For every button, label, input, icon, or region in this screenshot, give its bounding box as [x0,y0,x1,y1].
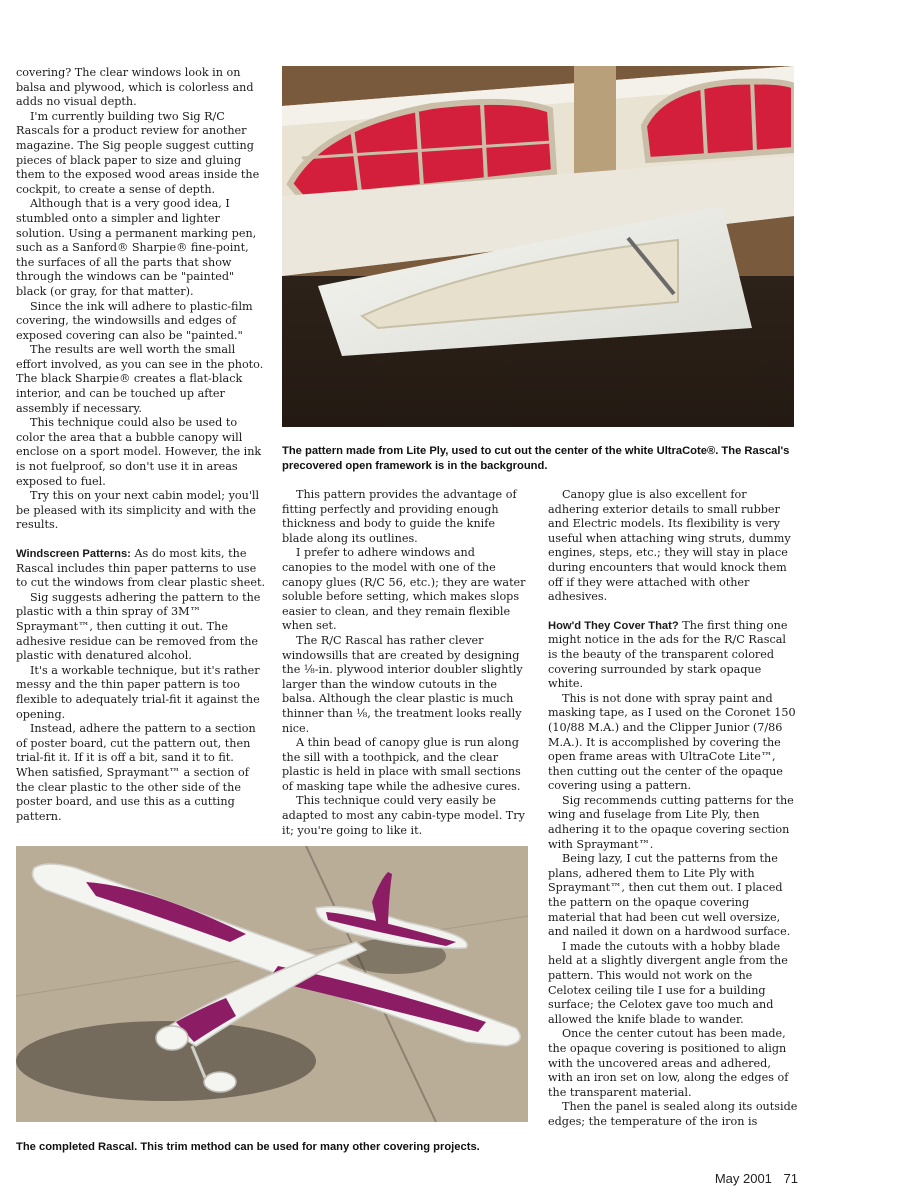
left-column [16,66,268,824]
paragraph: It's a workable technique, but it's rather messy and the thin paper pattern is too flexible to adequately trial-fit it against the opening. [16,663,260,721]
paragraph: Try this on your next cabin model; you'll be pleased with its simplicity and with the results. [16,489,260,532]
middle-column [282,488,528,838]
paragraph-cover [548,619,798,692]
paragraph: I'm currently building two Sig R/C Rascals for a product review for another magazine. The Sig people suggest cutting pieces of black paper to size and gluing them to the exposed wood areas inside the cockpit, to create a sense of depth. [16,109,260,196]
paragraph-text: As do most kits, the Rascal includes thin paper patterns to use to cut the windows from clear plastic sheet. [16,547,266,590]
paragraph: This technique could very easily be adapted to most any cabin-type model. Try it; you're going to like it. [282,794,525,837]
caption-bottom: The completed Rascal. This trim method can be used for many other covering projects. [16,1141,480,1153]
paragraph: The results are well worth the small effort involved, as you can see in the photo. The black Sharpie® creates a flat-black interior, and can be touched up after assembly if necessary. [16,343,264,415]
paragraph: A thin bead of canopy glue is run along the sill with a toothpick, and the clear plastic is held in place with small sections of masking tape while the adhesive cures. [282,736,521,793]
paragraph: Although that is a very good idea, I stumbled onto a simpler and lighter solution. Using a permanent marking pen, such as a Sanford® Sharpie® fine-point, the surfaces of all the parts that show through the windows can be "painted" black (or gray, for that matter). [16,197,257,298]
paragraph: This pattern provides the advantage of fitting perfectly and providing enough thickness and body to guide the knife blade along its outlines. [282,488,517,545]
photo-wing-pattern [282,66,794,427]
page-footer [715,1171,798,1186]
paragraph: This is not done with spray paint and masking tape, as I used on the Coronet 150 (10/88 M.A.) and the Clipper Junior (7/86 M.A.). It is accomplished by covering the open frame areas with UltraCote Lite™, then cutting out the center of the opaque covering using a pattern. [548,691,796,793]
paragraph: Then the panel is sealed along its outside edges; the temperature of the iron is [548,1100,798,1128]
paragraph: I prefer to adhere windows and canopies to the model with one of the canopy glues (R/C 56, etc.); they are water soluble before setting, which makes slops easier to clean, and they remain flexible when set. [282,546,526,633]
subhead-windscreen: Windscreen Patterns: [16,548,131,560]
photo-completed-rascal-image [16,846,528,1122]
photo-completed-rascal [16,846,528,1122]
paragraph-windscreen [16,547,268,591]
paragraph-text: The first thing one might notice in the ads for the R/C Rascal is the beauty of the transparent colored covering surrounded by stark opaque white. [548,618,788,691]
paragraph: covering? The clear windows look in on balsa and plywood, which is colorless and adds no visual depth. [16,66,254,109]
paragraph: This technique could also be used to color the area that a bubble canopy will enclose on a sport model. However, the ink is not fuelproof, so don't use it in areas exposed to fuel. [16,416,262,488]
right-column [548,488,798,1130]
subhead-cover: How'd They Cover That? [548,619,679,632]
photo-wing-pattern-image [282,66,794,427]
paragraph: Since the ink will adhere to plastic-film covering, the windowsills and edges of exposed covering can also be "painted." [16,299,253,342]
paragraph: Instead, adhere the pattern to a section of poster board, cut the pattern out, then trial-fit it. If it is off a bit, sand it to fit. When satisfied, Spraymant™ a section of the clear plastic to the other side of the poster board, and use this as a cutting pattern. [16,722,256,823]
paragraph: Sig suggests adhering the pattern to the plastic with a thin spray of 3M™ Spraymant™, then cutting it out. The adhesive residue can be removed from the plastic with denatured alcohol. [16,590,261,663]
paragraph: Canopy glue is also excellent for adhering exterior details to small rubber and Electric models. Its flexibility is very useful when attaching wing struts, dummy engines, steps, etc.; they will stay in place during encounters that would knock them off if they were attached with other adhesives. [548,488,791,604]
footer-issue: May 2001 [714,1171,772,1186]
caption-top: The pattern made from Lite Ply, used to cut out the center of the white UltraCote®. The Rascal's precovered open framework is in the background. [282,445,790,472]
paragraph: The R/C Rascal has rather clever windowsills that are created by designing the ⅛-in. plywood interior doubler slightly larger than the window cutouts in the balsa. Although the clear plastic is much thinner than ⅛, the treatment looks really nice. [282,633,523,735]
page-number: 71 [783,1171,798,1186]
paragraph: Once the center cutout has been made, the opaque covering is positioned to align with the uncovered areas and adhered, with an iron set on low, along the edges of the transparent material. [548,1027,789,1099]
paragraph: I made the cutouts with a hobby blade held at a slightly divergent angle from the pattern. This would not work on the Celotex ceiling tile I use for a building surface; the Celotex gave too much and allowed the knife blade to wander. [548,939,788,1026]
paragraph: Sig recommends cutting patterns for the wing and fuselage from Lite Ply, then adhering it to the opaque covering section with Spraymant™. [548,793,794,851]
paragraph: Being lazy, I cut the patterns from the plans, adhered them to Lite Ply with Spraymant™, then cut them out. I placed the pattern on the opaque covering material that had been cut well oversize, and nailed it down on a hardwood surface. [548,852,791,939]
